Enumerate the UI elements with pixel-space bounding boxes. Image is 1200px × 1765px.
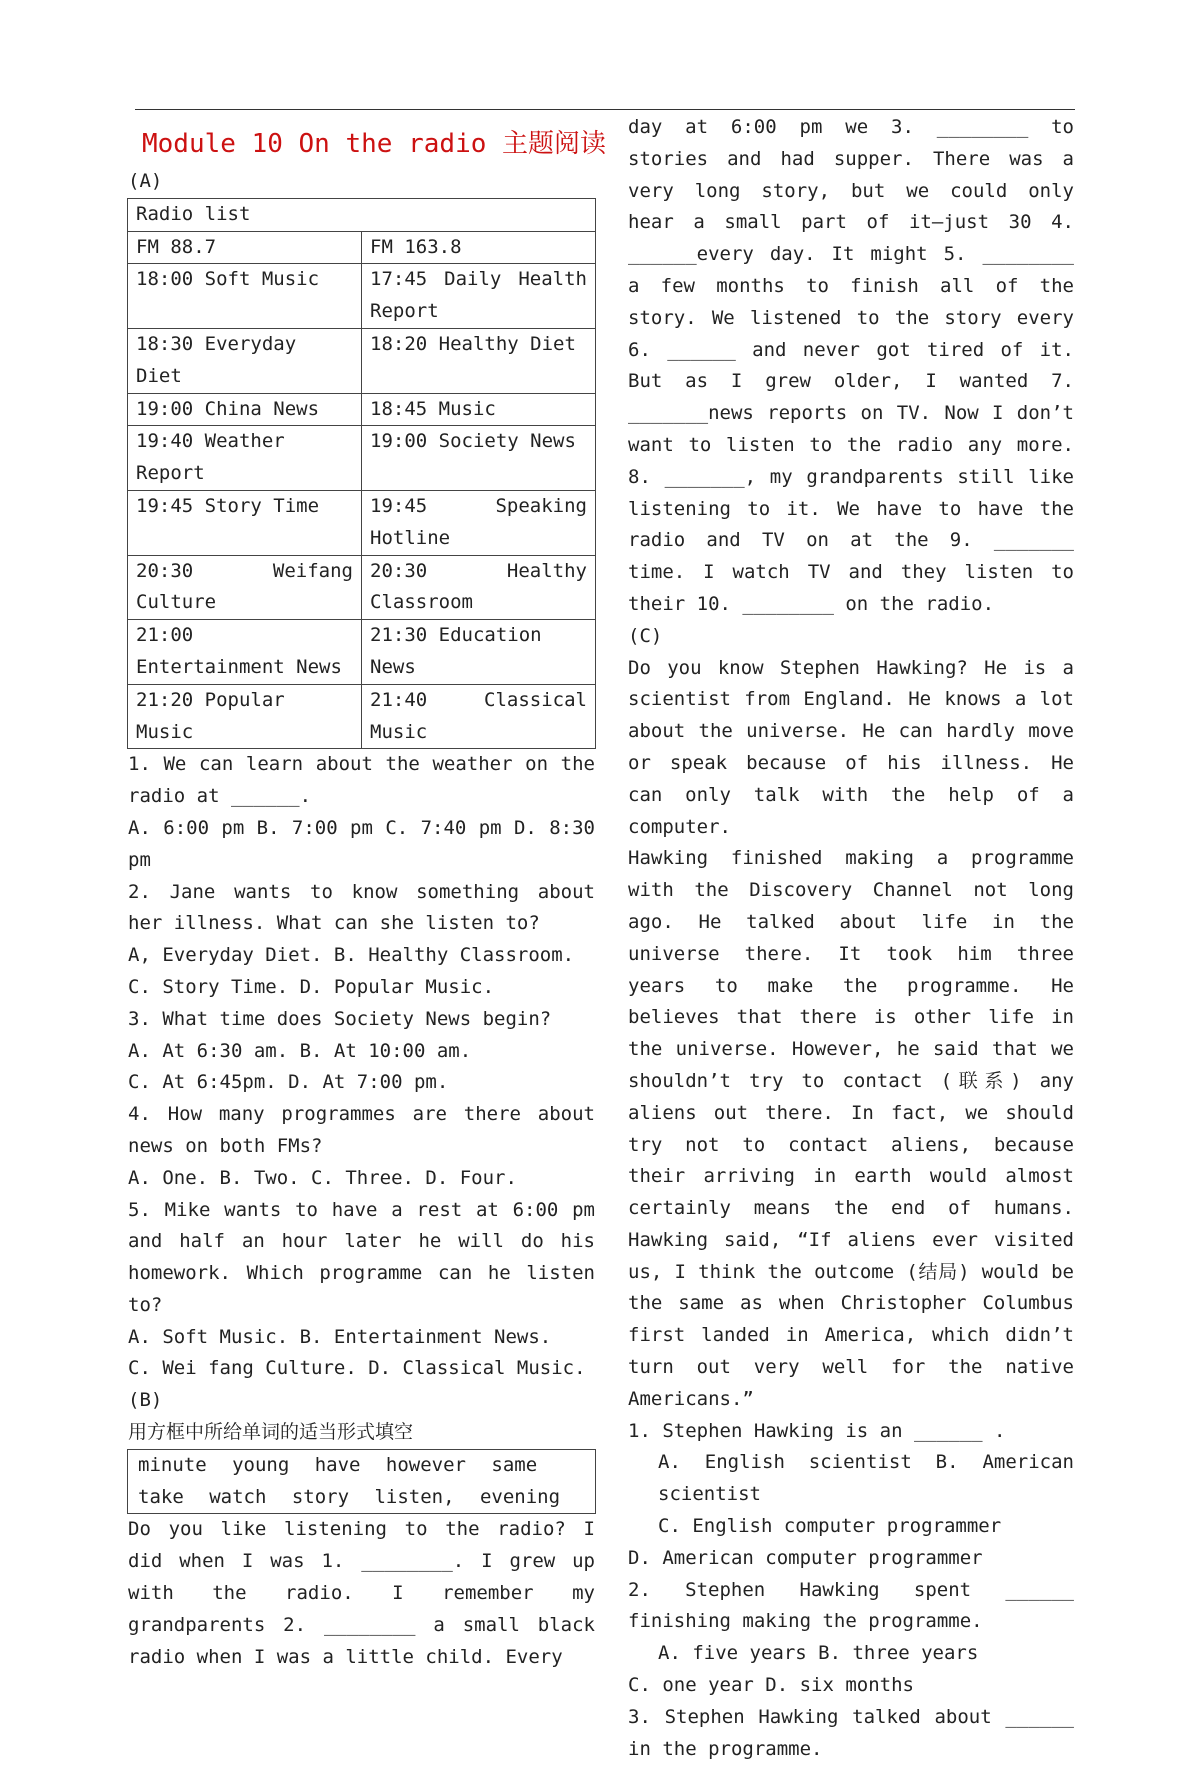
word-box-row: take watch story listen, evening bbox=[138, 1485, 561, 1508]
question-c1-options-ab: A. English scientist B. American scientist bbox=[658, 1451, 1074, 1506]
passage-b-part1: Do you like listening to the radio? I did when I was 1. ________. I grew up with the radio. I remember my grandparents 2. ________ a small black radio when I was a little child. Every bbox=[128, 1518, 595, 1668]
question-a4-options: A. One. B. Two. C. Three. D. Four. bbox=[128, 1166, 517, 1189]
table-cell: 19:00 China News bbox=[128, 393, 362, 426]
table-cell: 19:40 Weather Report bbox=[128, 426, 362, 491]
question-a5-options-cd: C. Wei fang Culture. D. Classical Music. bbox=[128, 1357, 586, 1380]
section-b-instruction: 用方框中所给单词的适当形式填空 bbox=[128, 1421, 414, 1444]
table-row bbox=[128, 490, 596, 555]
table-cell: 19:00 Society News bbox=[362, 426, 596, 491]
question-a3-options-cd: C. At 6:45pm. D. At 7:00 pm. bbox=[128, 1071, 449, 1094]
question-a1: 1. We can learn about the weather on the radio at ______. bbox=[128, 753, 595, 808]
table-title-row bbox=[128, 198, 596, 231]
table-cell: 18:20 Healthy Diet bbox=[362, 328, 596, 393]
word-box-row: minute young have however same bbox=[138, 1453, 538, 1476]
question-c2-options-cd: C. one year D. six months bbox=[628, 1674, 914, 1697]
question-a1-options: A. 6:00 pm B. 7:00 pm C. 7:40 pm D. 8:30 pm bbox=[128, 816, 595, 871]
table-cell: 21:20 Popular Music bbox=[128, 684, 362, 749]
table-cell: 20:30 Healthy Classroom bbox=[362, 555, 596, 620]
word-box bbox=[127, 1449, 596, 1515]
question-c2-options-ab: A. five years B. three years bbox=[658, 1642, 979, 1665]
table-cell: 21:30 Education News bbox=[362, 620, 596, 685]
table-cell: 19:45 Speaking Hotline bbox=[362, 490, 596, 555]
table-cell: 20:30 Weifang Culture bbox=[128, 555, 362, 620]
table-row bbox=[128, 620, 596, 685]
col2-header: FM 163.8 bbox=[362, 231, 596, 264]
table-cell: 18:30 Everyday Diet bbox=[128, 328, 362, 393]
question-c1-option-c: C. English computer programmer bbox=[658, 1515, 1002, 1538]
section-c-label: (C) bbox=[628, 624, 663, 647]
section-b-label: (B) bbox=[128, 1389, 163, 1412]
question-a2: 2. Jane wants to know something about her illness. What can she listen to? bbox=[128, 880, 595, 935]
question-a3: 3. What time does Society News begin? bbox=[128, 1007, 552, 1030]
table-row bbox=[128, 426, 596, 491]
left-column bbox=[128, 112, 607, 1673]
table-title: Radio list bbox=[128, 198, 596, 231]
question-c1-option-d: D. American computer programmer bbox=[628, 1546, 983, 1569]
question-a2-options-ab: A, Everyday Diet. B. Healthy Classroom. bbox=[128, 944, 575, 967]
table-cell: 18:00 Soft Music bbox=[128, 264, 362, 329]
question-a5: 5. Mike wants to have a rest at 6:00 pm and half an hour later he will do his homework. Which programme can he listen to? bbox=[128, 1198, 595, 1316]
top-rule bbox=[135, 109, 1075, 110]
table-cell: 17:45 Daily Health Report bbox=[362, 264, 596, 329]
col1-header: FM 88.7 bbox=[128, 231, 362, 264]
page-title: Module 10 On the radio 主题阅读 bbox=[142, 129, 607, 159]
table-row bbox=[128, 328, 596, 393]
question-a2-options-cd: C. Story Time. D. Popular Music. bbox=[128, 975, 495, 998]
question-c3: 3. Stephen Hawking talked about ______ in the programme. bbox=[628, 1705, 1074, 1760]
question-a4: 4. How many programmes are there about news on both FMs? bbox=[128, 1103, 595, 1157]
passage-b-part2: day at 6:00 pm we 3. ________ to stories and had supper. There was a very long story, but we could only hear a small part of it—just 30 4. ______every day. It might 5. ________ a few months to finish all of the story. We listened to the story every 6. ______ and never got tired of it. But as I grew older, I wanted 7. _______news reports on TV. Now I don’t want to listen to the radio any more. 8. _______, my grandparents still like listening to it. We have to have the radio and TV on at the 9. _______ time. I watch TV and they listen to their 10. ________ on the radio. bbox=[628, 116, 1074, 615]
table-row bbox=[128, 555, 596, 620]
question-a3-options-ab: A. At 6:30 am. B. At 10:00 am. bbox=[128, 1039, 472, 1062]
table-cell: 18:45 Music bbox=[362, 393, 596, 426]
passage-c-para2: Hawking finished making a programme with the Discovery Channel not long ago. He talked about life in the universe there. It took him three years to make the programme. He believes that there is other life in the universe. However, he said that we shouldn’t try to contact (联系) any aliens out there. In fact, we should try not to contact aliens, because their arriving in earth would almost certainly means the end of humans. Hawking said, “If aliens ever visited us, I think the outcome (结局) would be the same as when Christopher Columbus first landed in America, which didn’t turn out very well for the native Americans.” bbox=[628, 847, 1074, 1410]
table-cell: 21:00 Entertainment News bbox=[128, 620, 362, 685]
radio-list-table bbox=[127, 198, 596, 750]
right-column bbox=[628, 112, 1074, 1765]
table-row bbox=[128, 264, 596, 329]
section-a-label: (A) bbox=[128, 170, 163, 192]
question-a5-options-ab: A. Soft Music. B. Entertainment News. bbox=[128, 1325, 552, 1348]
table-cell: 19:45 Story Time bbox=[128, 490, 362, 555]
question-c2: 2. Stephen Hawking spent ______ finishing making the programme. bbox=[628, 1578, 1074, 1633]
table-row bbox=[128, 393, 596, 426]
passage-c-para1: Do you know Stephen Hawking? He is a scientist from England. He knows a lot about the universe. He can hardly move or speak because of his illness. He can only talk with the help of a computer. bbox=[628, 656, 1074, 838]
question-c1: 1. Stephen Hawking is an ______ . bbox=[628, 1419, 1006, 1442]
table-cell: 21:40 Classical Music bbox=[362, 684, 596, 749]
table-header-row bbox=[128, 231, 596, 264]
table-row bbox=[128, 684, 596, 749]
